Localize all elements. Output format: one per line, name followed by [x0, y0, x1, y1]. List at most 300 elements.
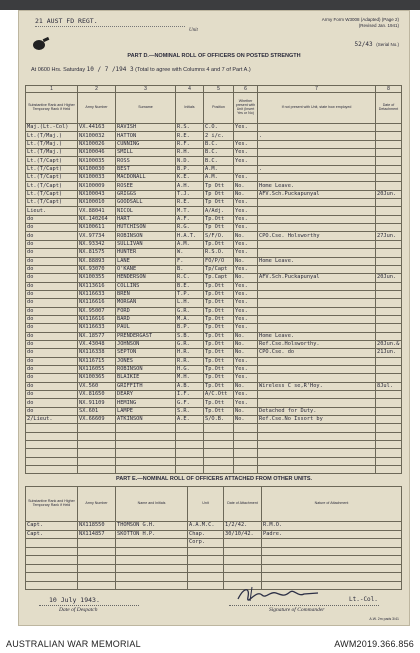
table-cell: A.H.	[176, 182, 204, 190]
serial-number: 52/43 (Serial No.)	[354, 41, 399, 48]
table-cell: .	[258, 132, 376, 140]
table-cell: Capt.	[26, 530, 78, 539]
table-cell: RAVISH	[116, 124, 176, 132]
table-cell: do	[26, 324, 78, 332]
table-cell: 30/10/42.	[224, 530, 262, 539]
table-cell: Tp Ott	[204, 224, 234, 232]
table-cell: A.M.	[204, 165, 234, 173]
table-cell: Tp.Ott	[204, 307, 234, 315]
table-cell: DEARY	[116, 391, 176, 399]
table-cell: CPO.Cse. Holsworthy	[258, 232, 376, 240]
table-row	[26, 182, 402, 190]
column-header: Position	[204, 93, 234, 124]
table-cell: Home Leave.	[258, 257, 376, 265]
table-cell: H.R.	[176, 349, 204, 357]
column-header: Substantive Rank and Higher Temporary Rank if Held	[26, 487, 78, 522]
table-row	[26, 299, 402, 307]
table-cell: GOODSALL	[116, 199, 176, 207]
table-cell	[376, 140, 402, 148]
table-cell: Tp.Ott	[204, 332, 234, 340]
table-cell: Yes.	[234, 199, 258, 207]
table-cell	[258, 432, 376, 440]
table-cell: ATKINSON	[116, 416, 176, 424]
table-cell: R.C.	[176, 274, 204, 282]
table-cell: Yes.	[234, 399, 258, 407]
table-cell: do	[26, 332, 78, 340]
table-cell: No.	[234, 407, 258, 415]
table-cell	[258, 315, 376, 323]
table-cell: ROBINSON	[116, 365, 176, 373]
table-row	[26, 165, 402, 173]
table-cell: FORD	[116, 307, 176, 315]
table-cell: H.A.T.	[176, 232, 204, 240]
signature-label: Signature of Commander	[269, 607, 325, 613]
table-cell	[176, 457, 204, 465]
table-row	[26, 140, 402, 148]
unit-dotted-line	[35, 26, 185, 27]
table-cell: Yes.	[234, 215, 258, 223]
table-cell	[376, 299, 402, 307]
table-cell: Tp.Capt	[204, 274, 234, 282]
table-cell: Padre.	[262, 530, 402, 539]
table-row	[26, 249, 402, 257]
table-cell: NX.18577	[78, 332, 116, 340]
table-cell	[258, 174, 376, 182]
despatch-label: Date of Despatch	[59, 607, 98, 613]
table-cell: VX.560	[78, 382, 116, 390]
table-cell	[262, 539, 402, 548]
table-cell	[258, 399, 376, 407]
table-cell	[26, 547, 78, 556]
table-cell	[78, 424, 116, 432]
archive-credit: AUSTRALIAN WAR MEMORIAL	[6, 639, 141, 649]
table-cell	[26, 457, 78, 465]
table-cell: NX.93342	[78, 240, 116, 248]
table-cell: NX100035	[78, 157, 116, 165]
table-cell	[26, 581, 78, 590]
table-cell: NX.81575	[78, 249, 116, 257]
table-cell	[224, 547, 262, 556]
table-cell	[376, 182, 402, 190]
table-cell: do	[26, 282, 78, 290]
table-cell: Tp/Capt	[204, 265, 234, 273]
table-cell	[224, 564, 262, 573]
table-cell	[376, 132, 402, 140]
table-cell: do	[26, 249, 78, 257]
table-row	[26, 149, 402, 157]
table-cell: MACDONALL	[116, 174, 176, 182]
column-header: Substantive Rank and Higher Temporary Rank if Held	[26, 93, 78, 124]
table-cell: VX.97734	[78, 232, 116, 240]
table-cell: .	[258, 165, 376, 173]
part-d-title: PART D.—NOMINAL ROLL OF OFFICERS ON POSTED STRENGTH	[127, 53, 301, 59]
table-cell: S/F/O.	[204, 232, 234, 240]
table-cell: 20Jun.	[376, 274, 402, 282]
table-cell	[258, 357, 376, 365]
table-row	[26, 215, 402, 223]
table-cell: NX116633	[78, 324, 116, 332]
table-cell: A.B.	[176, 382, 204, 390]
column-header: Whether present with Unit (Insert Yes or No)	[234, 93, 258, 124]
table-cell: B.	[176, 265, 204, 273]
table-cell: A/Adj.	[204, 207, 234, 215]
table-cell	[376, 399, 402, 407]
table-cell	[258, 240, 376, 248]
table-row	[26, 416, 402, 424]
table-cell: NX100043	[78, 190, 116, 198]
table-cell	[26, 424, 78, 432]
table-cell: VX.66609	[78, 416, 116, 424]
column-number: 4	[176, 86, 204, 93]
table-cell: 20Jun.&	[376, 340, 402, 348]
table-cell: AFV.Sch.Puckapunyal	[258, 274, 376, 282]
column-header: Unit	[188, 487, 224, 522]
table-cell: PAUL	[116, 324, 176, 332]
table-cell	[116, 547, 188, 556]
table-cell	[204, 441, 234, 449]
table-row	[26, 274, 402, 282]
table-cell	[376, 424, 402, 432]
table-cell: A.M.	[176, 240, 204, 248]
table-cell	[78, 556, 116, 565]
table-cell: O'KANE	[116, 265, 176, 273]
table-cell: NX100026	[78, 140, 116, 148]
table-cell	[258, 374, 376, 382]
table-cell: 20Jun.	[376, 190, 402, 198]
table-cell: Lt.(T/Maj.)	[26, 140, 78, 148]
table-cell	[176, 424, 204, 432]
table-cell: Maj.(Lt.-Col)	[26, 124, 78, 132]
table-cell	[258, 324, 376, 332]
table-cell	[376, 282, 402, 290]
table-cell	[26, 441, 78, 449]
unit-value: 21 AUST FD REGT.	[35, 17, 98, 25]
table-cell	[26, 556, 78, 565]
table-cell	[78, 432, 116, 440]
table-cell: NX116633	[78, 290, 116, 298]
table-cell: G.R.	[176, 307, 204, 315]
table-cell: PRENDERGAST	[116, 332, 176, 340]
empty-row	[26, 547, 402, 556]
table-cell: THOMSON G.H.	[116, 522, 188, 531]
table-row	[26, 282, 402, 290]
table-cell	[376, 149, 402, 157]
strength-date-line: At 0600 Hrs. Saturday 10 / 7 /194 3 (Total to agree with Columns 4 and 7 of Part A.)	[31, 66, 251, 73]
table-cell: Yes.	[234, 374, 258, 382]
table-cell	[258, 265, 376, 273]
table-cell	[78, 581, 116, 590]
table-cell	[258, 249, 376, 257]
table-cell: do	[26, 391, 78, 399]
table-cell: Tp Ott	[204, 182, 234, 190]
table-cell	[376, 457, 402, 465]
table-cell: No.	[234, 190, 258, 198]
table-cell: R.F.	[176, 140, 204, 148]
table-cell	[258, 207, 376, 215]
table-cell: B.C.	[204, 149, 234, 157]
table-cell	[376, 432, 402, 440]
table-cell	[224, 556, 262, 565]
table-cell: A.M.	[204, 174, 234, 182]
table-cell	[188, 547, 224, 556]
table-cell	[376, 265, 402, 273]
table-cell	[376, 257, 402, 265]
table-cell	[262, 547, 402, 556]
despatch-date: 10 July 1943.	[49, 596, 100, 604]
table-cell: Lt.(T/Capt)	[26, 165, 78, 173]
table-cell	[258, 391, 376, 399]
table-cell: Chap.	[188, 530, 224, 539]
table-cell: Corp.	[188, 539, 224, 548]
table-cell: SMILL	[116, 149, 176, 157]
table-cell: Tp.Ott	[204, 382, 234, 390]
table-row	[26, 290, 402, 298]
table-cell	[224, 539, 262, 548]
table-cell: NX118550	[78, 522, 116, 531]
table-cell: 8Jul.	[376, 382, 402, 390]
table-cell: F.	[176, 257, 204, 265]
table-cell: No.	[234, 232, 258, 240]
table-cell: ROBINSON	[116, 232, 176, 240]
table-cell	[376, 391, 402, 399]
table-cell	[116, 441, 176, 449]
form-sheet	[18, 10, 410, 626]
table-cell: Tp.Ott	[204, 399, 234, 407]
table-row	[26, 522, 402, 531]
table-cell: do	[26, 265, 78, 273]
table-cell: do	[26, 299, 78, 307]
table-cell: Tp.Ott	[204, 407, 234, 415]
table-cell: Ref.Cse.No Issort by	[258, 416, 376, 424]
table-cell: G.R.	[176, 340, 204, 348]
table-cell	[204, 457, 234, 465]
table-cell	[234, 165, 258, 173]
table-cell: B.P.	[176, 165, 204, 173]
table-cell: VX.88041	[78, 207, 116, 215]
table-row	[26, 240, 402, 248]
table-cell	[204, 449, 234, 457]
table-row	[26, 357, 402, 365]
table-row	[26, 539, 402, 548]
table-cell: No.	[234, 332, 258, 340]
table-cell: HUNTER	[116, 249, 176, 257]
column-header: Surname	[116, 93, 176, 124]
table-cell: Lt.(T/Capt)	[26, 174, 78, 182]
table-cell	[234, 132, 258, 140]
column-header: Name and Initials	[116, 487, 188, 522]
table-cell: BREN	[116, 290, 176, 298]
column-header: Army Number	[78, 93, 116, 124]
table-cell: do	[26, 340, 78, 348]
table-cell: R.M.O.	[262, 522, 402, 531]
table-cell: GRIGGS	[116, 190, 176, 198]
table-cell	[376, 441, 402, 449]
table-cell: Yes.	[234, 315, 258, 323]
table-cell: Lt.(T/Maj.)	[26, 132, 78, 140]
table-cell: CUNNING	[116, 140, 176, 148]
table-cell	[204, 466, 234, 474]
table-cell: NX116616	[78, 315, 116, 323]
table-cell: JONES	[116, 357, 176, 365]
table-cell	[116, 564, 188, 573]
column-number: 6	[234, 86, 258, 93]
column-number: 7	[258, 86, 376, 93]
table-row	[26, 324, 402, 332]
table-cell	[176, 441, 204, 449]
table-cell: NX.95007	[78, 307, 116, 315]
table-cell: Yes.	[234, 299, 258, 307]
table-row	[26, 232, 402, 240]
table-cell	[258, 199, 376, 207]
table-cell: NX.91109	[78, 399, 116, 407]
table-cell	[234, 424, 258, 432]
table-cell: NX.93070	[78, 265, 116, 273]
table-cell: Yes.	[234, 391, 258, 399]
table-cell: NX100030	[78, 165, 116, 173]
table-cell: Tp.Ott	[204, 240, 234, 248]
column-number: 1	[26, 86, 78, 93]
table-cell: Home Leave.	[258, 332, 376, 340]
table-cell: I.F.	[176, 391, 204, 399]
table-cell: B.E.	[176, 282, 204, 290]
table-cell: do	[26, 399, 78, 407]
table-cell: BLAIKIE	[116, 374, 176, 382]
table-cell	[258, 365, 376, 373]
table-cell: R.S.	[176, 124, 204, 132]
empty-row	[26, 556, 402, 565]
table-cell: NX116055	[78, 365, 116, 373]
table-row	[26, 399, 402, 407]
table-cell	[116, 573, 188, 582]
table-cell: do	[26, 357, 78, 365]
table-cell: FO/P/O	[204, 257, 234, 265]
table-cell: T.P.	[176, 290, 204, 298]
table-cell: BARD	[116, 315, 176, 323]
archive-reference: AWM2019.366.856	[334, 639, 414, 649]
column-number: 8	[376, 86, 402, 93]
table-cell	[258, 124, 376, 132]
table-cell	[116, 466, 176, 474]
signature-dotted-line	[229, 605, 379, 606]
table-cell: Tp Ott	[204, 190, 234, 198]
table-cell: VX.43048	[78, 340, 116, 348]
table-cell: No.	[234, 274, 258, 282]
column-header: Date of Detachment	[376, 93, 402, 124]
table-cell: Yes.	[234, 265, 258, 273]
table-cell: AFV.Sch.Puckapunyal	[258, 190, 376, 198]
table-cell: 27Jun.	[376, 232, 402, 240]
table-cell: SEPTON	[116, 349, 176, 357]
table-row	[26, 374, 402, 382]
table-cell: Tp Ott	[204, 199, 234, 207]
table-cell: VX.81650	[78, 391, 116, 399]
table-cell: do	[26, 290, 78, 298]
table-cell	[376, 315, 402, 323]
table-cell: LANE	[116, 257, 176, 265]
table-cell: COLLINS	[116, 282, 176, 290]
table-cell	[26, 539, 78, 548]
table-cell	[258, 457, 376, 465]
table-cell: No.	[234, 257, 258, 265]
table-cell: G.F.	[176, 399, 204, 407]
table-cell: CPO.Cse. do	[258, 349, 376, 357]
table-cell	[26, 432, 78, 440]
table-cell: Home Leave.	[258, 182, 376, 190]
table-cell: ROSS	[116, 157, 176, 165]
table-cell: HUTCHISON	[116, 224, 176, 232]
table-cell: do	[26, 257, 78, 265]
table-cell	[258, 215, 376, 223]
table-cell: Lt.(T/Capt)	[26, 182, 78, 190]
table-cell: R.R.	[176, 357, 204, 365]
table-cell: B.C.	[204, 157, 234, 165]
table-cell: H.G.	[176, 365, 204, 373]
table-cell: do	[26, 224, 78, 232]
table-cell: Lt.(T/Maj.)	[26, 149, 78, 157]
table-cell: R.S.O.	[204, 249, 234, 257]
table-cell: Lieut.	[26, 207, 78, 215]
table-cell: Yes.	[234, 324, 258, 332]
table-cell	[234, 466, 258, 474]
table-row	[26, 265, 402, 273]
empty-row	[26, 466, 402, 474]
table-cell	[116, 424, 176, 432]
table-cell	[376, 224, 402, 232]
table-cell: do	[26, 315, 78, 323]
table-cell: LAMPE	[116, 407, 176, 415]
table-cell	[376, 374, 402, 382]
table-cell: M.T.	[176, 207, 204, 215]
table-cell: do	[26, 407, 78, 415]
table-cell	[78, 457, 116, 465]
table-cell	[26, 466, 78, 474]
column-header: Initials	[176, 93, 204, 124]
table-cell	[234, 441, 258, 449]
table-cell	[376, 416, 402, 424]
table-cell	[376, 332, 402, 340]
table-cell	[176, 466, 204, 474]
column-header: Date of Attachment	[224, 487, 262, 522]
table-cell: C.O.	[204, 124, 234, 132]
table-cell: NX116338	[78, 349, 116, 357]
table-cell	[26, 449, 78, 457]
column-header: If not present with Unit, state how employed	[258, 93, 376, 124]
table-row	[26, 349, 402, 357]
table-cell: Tp.Ott	[204, 282, 234, 290]
table-cell	[376, 466, 402, 474]
table-cell	[116, 539, 188, 548]
table-cell: do	[26, 215, 78, 223]
punch-hole-icon	[33, 40, 45, 50]
table-cell	[78, 547, 116, 556]
table-cell	[188, 573, 224, 582]
table-cell: NICOL	[116, 207, 176, 215]
column-header: Army Number	[78, 487, 116, 522]
table-cell: SKOTTON H.P.	[116, 530, 188, 539]
table-cell: R.E.	[176, 199, 204, 207]
table-cell: 2/Lieut.	[26, 416, 78, 424]
table-cell	[258, 149, 376, 157]
table-row	[26, 332, 402, 340]
table-cell	[176, 432, 204, 440]
table-row	[26, 124, 402, 132]
table-cell: Yes.	[234, 290, 258, 298]
table-cell	[376, 357, 402, 365]
table-cell: A.F.	[176, 215, 204, 223]
table-cell	[224, 573, 262, 582]
table-cell	[234, 432, 258, 440]
table-cell: Tp.Ott	[204, 324, 234, 332]
